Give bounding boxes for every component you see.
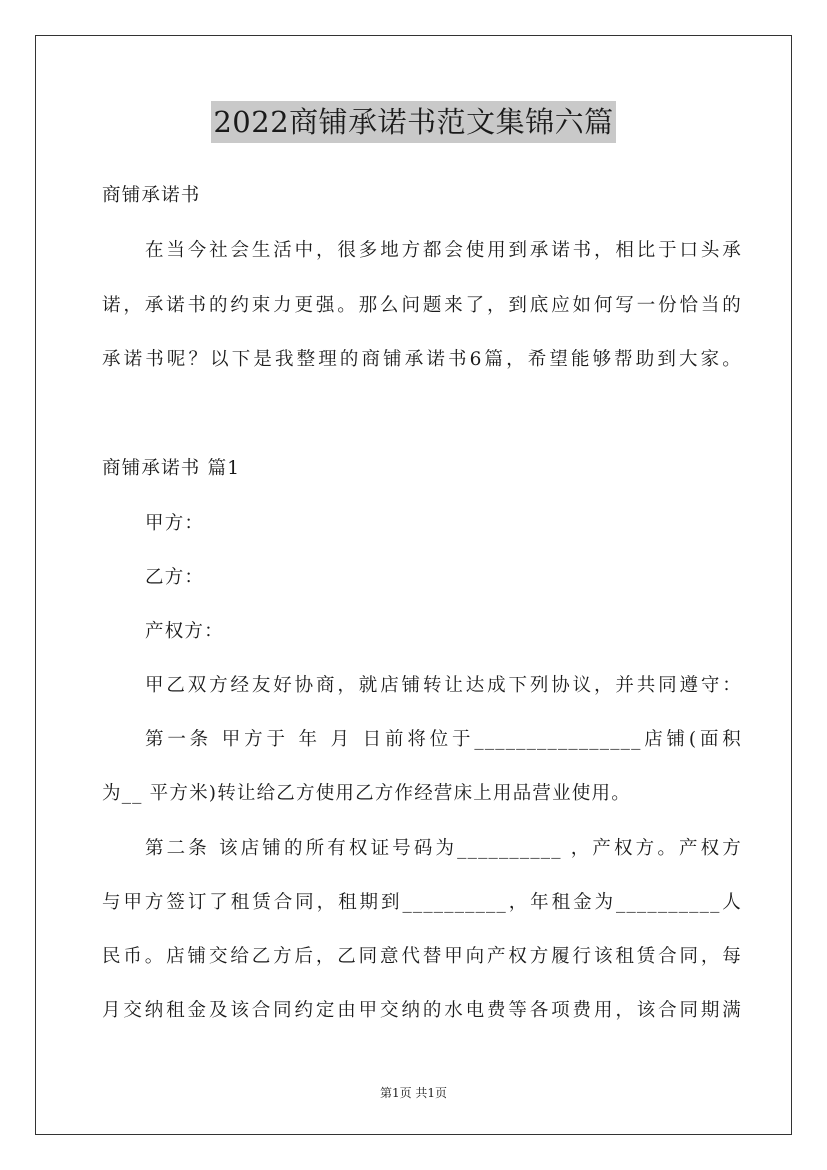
document-title-wrap bbox=[0, 101, 827, 143]
article-2-line-2: 与甲方签订了租赁合同，租期到__________，年租金为__________人 bbox=[102, 892, 742, 913]
property-owner-label: 产权方： bbox=[145, 621, 224, 642]
article-2-line-4: 月交纳租金及该合同约定由甲交纳的水电费等各项费用，该合同期满 bbox=[102, 1000, 742, 1021]
document-title: 2022商铺承诺书范文集锦六篇 bbox=[211, 101, 615, 143]
intro-line-1: 在当今社会生活中，很多地方都会使用到承诺书，相比于口头承 bbox=[145, 240, 742, 261]
article-2-line-1: 第二条 该店铺的所有权证号码为__________ ，产权方。产权方 bbox=[145, 838, 742, 859]
intro-line-2: 诺，承诺书的约束力更强。那么问题来了，到底应如何写一份恰当的 bbox=[102, 295, 742, 316]
article-2-line-3: 民币。店铺交给乙方后，乙同意代替甲向产权方履行该租赁合同，每 bbox=[102, 946, 742, 967]
agreement-intro: 甲乙双方经友好协商，就店铺转让达成下列协议，并共同遵守： bbox=[145, 675, 742, 696]
chapter-heading: 商铺承诺书 篇1 bbox=[102, 458, 241, 479]
intro-line-3: 承诺书呢？以下是我整理的商铺承诺书6篇，希望能够帮助到大家。 bbox=[102, 349, 742, 370]
article-1-line-2: 为__ 平方米)转让给乙方使用乙方作经营床上用品营业使用。 bbox=[102, 783, 631, 804]
page-footer: 第1页 共1页 bbox=[379, 1086, 448, 1100]
article-1-line-1: 第一条 甲方于 年 月 日前将位于________________店铺(面积 bbox=[145, 729, 742, 750]
party-b-label: 乙方： bbox=[145, 567, 205, 588]
section-heading: 商铺承诺书 bbox=[102, 185, 201, 206]
party-a-label: 甲方： bbox=[145, 513, 205, 534]
